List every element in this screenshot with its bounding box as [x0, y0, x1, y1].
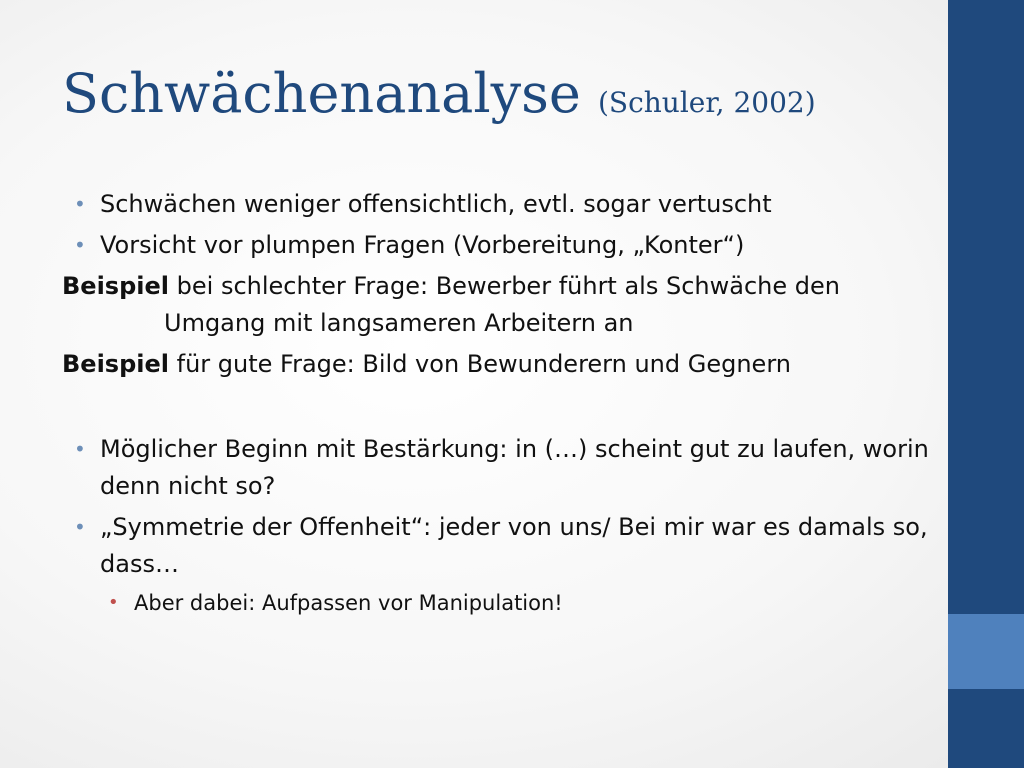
- side-accent-block: [948, 614, 1024, 689]
- bullet-text: Schwächen weniger offensichtlich, evtl. sogar vertuscht: [100, 190, 772, 218]
- example-text: bei schlechter Frage: Bewerber führt als Schwäche den Umgang mit langsameren Arbeitern an: [164, 272, 840, 337]
- bullet-text: Vorsicht vor plumpen Fragen (Vorbereitung, „Konter“): [100, 231, 745, 259]
- example-paragraph: [62, 346, 932, 383]
- bullet-item: [62, 431, 932, 505]
- bullet-dot-icon: •: [74, 515, 86, 539]
- bullet-item: [62, 186, 932, 223]
- example-label: Beispiel: [62, 272, 169, 300]
- slide-title-citation: (Schuler, 2002): [597, 86, 816, 119]
- slide-content: [62, 186, 932, 619]
- slide-title: [62, 60, 922, 137]
- example-paragraph: [62, 268, 932, 342]
- bullet-text: Möglicher Beginn mit Bestärkung: in (…) scheint gut zu laufen, worin denn nicht so?: [100, 435, 929, 500]
- example-text: für gute Frage: Bild von Bewunderern und Gegnern: [176, 350, 791, 378]
- example-label: Beispiel: [62, 350, 169, 378]
- bullet-dot-icon: •: [74, 233, 86, 257]
- bullet-dot-icon: •: [74, 192, 86, 216]
- sub-bullet-dot-icon: •: [108, 592, 119, 613]
- bullet-dot-icon: •: [74, 437, 86, 461]
- bullet-text: „Symmetrie der Offenheit“: jeder von uns/ Bei mir war es damals so, dass…: [100, 513, 928, 578]
- sub-bullet-item: [62, 587, 932, 619]
- bullet-item: [62, 227, 932, 264]
- sub-bullet-text: Aber dabei: Aufpassen vor Manipulation!: [134, 591, 563, 615]
- slide-title-text: Schwächenanalyse: [62, 62, 581, 125]
- bullet-item: [62, 509, 932, 583]
